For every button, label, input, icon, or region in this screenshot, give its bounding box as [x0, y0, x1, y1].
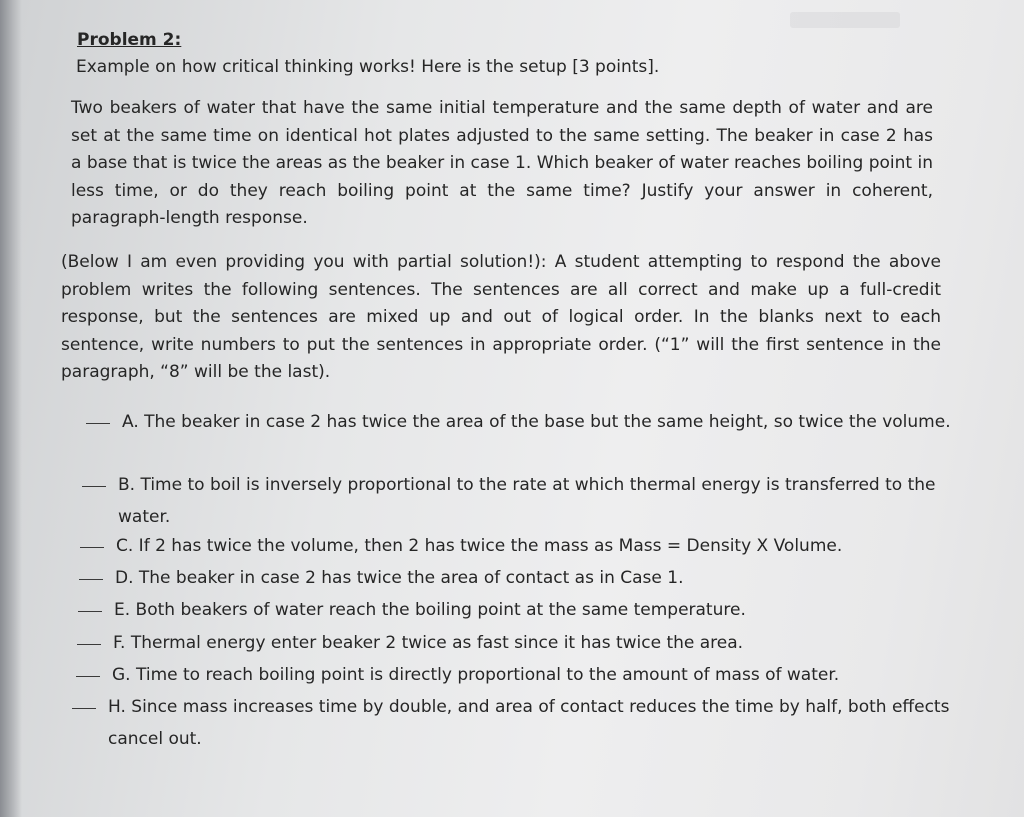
sentence-item-h: [72, 691, 992, 755]
answer-blank[interactable]: [82, 486, 106, 487]
problem-title: Problem 2:: [77, 30, 182, 50]
answer-blank[interactable]: [86, 423, 110, 424]
answer-blank[interactable]: [79, 579, 103, 580]
instructions-paragraph: (Below I am even providing you with partial solution!): A student attempting to respond the above problem writes the following sentences. The sentences are all correct and make up a full-credit response, but the sentences are mixed up and out of logical order. In the blanks next to each sentence, write numbers to put the sentences in appropriate order. (“1” will the first sentence in the paragraph, “8” will be the last).: [61, 252, 941, 382]
sentence-text: G. Time to reach boiling point is directly proportional to the amount of mass of water.: [112, 665, 840, 685]
sentence-item-g: [76, 659, 966, 691]
sentence-text: B. Time to boil is inversely proportional to the rate at which thermal energy is transferred to the water.: [118, 475, 936, 527]
sentence-item-d: [79, 562, 969, 594]
answer-blank[interactable]: [80, 547, 104, 548]
sentence-text: H. Since mass increases time by double, and area of contact reduces the time by half, both effects cancel out.: [108, 697, 950, 749]
sentence-text: E. Both beakers of water reach the boiling point at the same temperature.: [114, 600, 746, 620]
answer-blank[interactable]: [78, 611, 102, 612]
sentence-item-f: [77, 627, 967, 659]
sentence-item-e: [78, 594, 968, 626]
sentence-text: D. The beaker in case 2 has twice the area of contact as in Case 1.: [115, 568, 684, 588]
sentence-item-a: [86, 406, 976, 438]
problem-subtitle: Example on how critical thinking works! Here is the setup [3 points].: [76, 57, 660, 77]
answer-blank[interactable]: [72, 708, 96, 709]
sentence-item-b: [82, 469, 972, 533]
sentence-text: C. If 2 has twice the volume, then 2 has twice the mass as Mass = Density X Volume.: [116, 536, 843, 556]
answer-blank[interactable]: [77, 644, 101, 645]
sentence-text: A. The beaker in case 2 has twice the area of the base but the same height, so twice the volume.: [122, 412, 951, 432]
setup-paragraph: Two beakers of water that have the same initial temperature and the same depth of water and are set at the same time on identical hot plates adjusted to the same setting. The beaker in case 2 has a base that is twice the areas as the beaker in case 1. Which beaker of water reaches boiling point in less time, or do they reach boiling point at the same time? Justify your answer in coherent, paragraph-length response.: [71, 98, 933, 228]
sentence-text: F. Thermal energy enter beaker 2 twice as fast since it has twice the area.: [113, 633, 744, 653]
answer-blank[interactable]: [76, 676, 100, 677]
sentence-item-c: [80, 530, 970, 562]
